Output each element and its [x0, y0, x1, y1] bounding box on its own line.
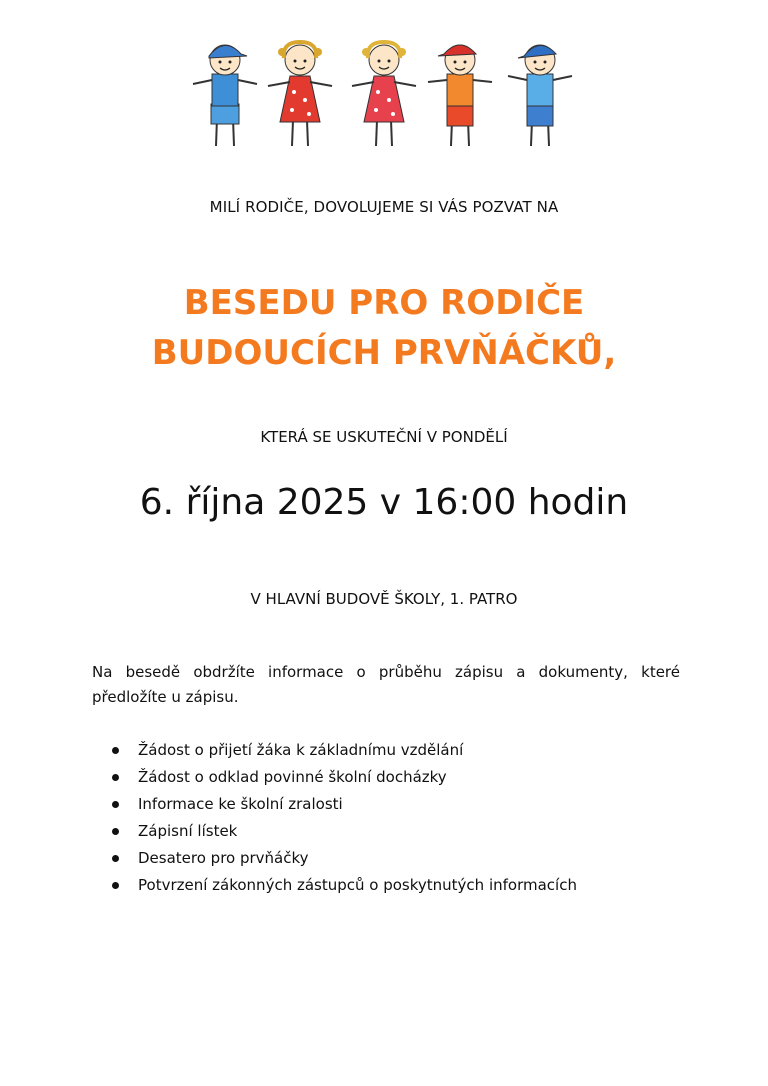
list-item-text: Desatero pro prvňáčky: [138, 849, 309, 867]
list-item: [108, 845, 708, 872]
child-girl-1: [268, 42, 332, 146]
child-boy-1: [193, 45, 257, 146]
bullet-icon: [112, 774, 119, 781]
intro-line: MILÍ RODIČE, DOVOLUJEME SI VÁS POZVAT NA: [209, 198, 559, 216]
headline-line-1: BESEDU PRO RODIČE: [183, 283, 585, 323]
five-cartoon-children-icon: [0, 36, 768, 156]
list-item: [108, 737, 708, 764]
child-boy-3: [508, 45, 572, 146]
bullet-icon: [112, 882, 119, 889]
documents-list: [108, 737, 708, 899]
list-item: [108, 872, 708, 899]
list-item-text: Potvrzení zákonných zástupců o poskytnutých informacích: [138, 876, 577, 894]
list-item-text: Žádost o přijetí žáka k základnímu vzdělání: [138, 741, 464, 759]
list-item: [108, 791, 708, 818]
headline-line-2: BUDOUCÍCH PRVŇÁČKŮ,: [151, 333, 617, 373]
bullet-icon: [112, 801, 119, 808]
bullet-icon: [112, 855, 119, 862]
list-item: [108, 818, 708, 845]
list-item-text: Zápisní lístek: [138, 822, 238, 840]
list-item-text: Informace ke školní zralosti: [138, 795, 343, 813]
child-boy-2: [428, 45, 492, 146]
bullet-icon: [112, 828, 119, 835]
headline: [0, 278, 768, 378]
sub-line: KTERÁ SE USKUTEČNÍ V PONDĚLÍ: [260, 428, 508, 446]
event-date: 6. října 2025 v 16:00 hodin: [139, 482, 629, 523]
list-item-text: Žádost o odklad povinné školní docházky: [138, 768, 447, 786]
child-girl-2: [352, 42, 416, 146]
list-item: [108, 764, 708, 791]
info-paragraph: Na besedě obdržíte informace o průběhu zápisu a dokumenty, které předložíte u zápisu.: [92, 663, 680, 706]
event-place: V HLAVNÍ BUDOVĚ ŠKOLY, 1. PATRO: [250, 590, 518, 608]
bullet-icon: [112, 747, 119, 754]
